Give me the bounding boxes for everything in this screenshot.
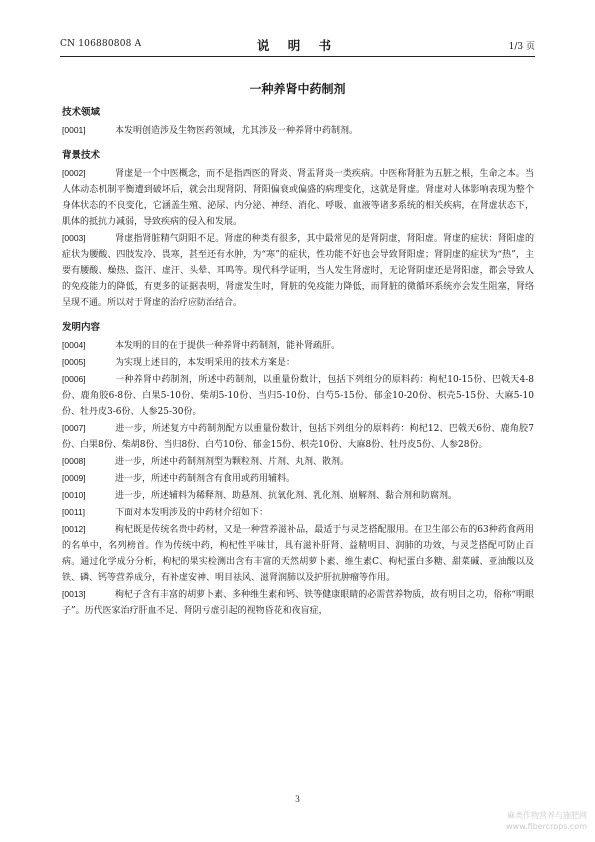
- paragraph-text: 枸杞子含有丰富的胡萝卜素、多种维生素和钙、铁等健康眼睛的必需营养物质，故有明目之功，俗称“明眼子”。历代医家治疗肝血不足、肾阴亏虚引起的视物昏花和夜盲症，: [62, 590, 534, 616]
- section-heading: 技术领域: [62, 107, 101, 118]
- paragraph: [62, 337, 534, 354]
- paragraph-number: [0012]: [62, 524, 86, 534]
- paragraph: [62, 420, 534, 453]
- paragraph-number: [0013]: [62, 589, 86, 599]
- paragraph-text: 本发明创造涉及生物医药领域，尤其涉及一种养肾中药制剂。: [115, 126, 359, 136]
- paragraph: [62, 230, 534, 311]
- paragraph: [62, 521, 534, 586]
- paragraph-number: [0011]: [62, 507, 86, 517]
- paragraph-text: 一种养肾中药制剂，所述中药制剂，以重量份数计，包括下列组分的原料药：枸杞10-15份、巴戟天4-8份、鹿角胶6-8份、白果5-10份、柴胡5-10份、当归5-10份、白芍5-15份、郁金10-20份、枳壳5-15份、大麻5-10份、牡丹皮3-6份、人参25-30份。: [62, 375, 534, 417]
- paragraph-text: 本发明的目的在于提供一种养肾中药制剂，能补肾疏肝。: [115, 341, 341, 351]
- paragraph: [62, 586, 534, 619]
- header-rule: [60, 56, 535, 57]
- paragraph-text: 肾虚是一个中医概念，而不是指西医的肾炎、肾盂肾炎一类疾病。中医称肾脏为五脏之根，生命之本。当人体动态机制平衡遭到破坏后，就会出现肾阴、肾阳偏衰或偏盛的病理变化，这就是肾虚。肾虚对人体影响表现为整个身体状态的不良变化，它涵盖生殖、泌尿、内分泌、神经、消化、呼吸、血液等诸多系统的相关疾病，在肾虚状态下，肌体的抵抗力减弱，导致疾病的侵入和发展。: [62, 169, 534, 227]
- watermark-line-2: www.fibercrops.com: [506, 822, 587, 831]
- paragraph-text: 进一步，所述辅料为稀释剂、助悬剂、抗氧化剂、乳化剂、崩解剂、黏合剂和防腐剂。: [115, 491, 458, 501]
- paragraph: [62, 470, 534, 487]
- page-indicator: 1/3 页: [508, 42, 535, 52]
- paragraph-number: [0004]: [62, 340, 86, 350]
- paragraph-number: [0006]: [62, 374, 86, 384]
- document-title: 一种养肾中药制剂: [249, 82, 346, 96]
- paragraph: [62, 504, 534, 521]
- patent-number: CN 106880808 A: [60, 39, 142, 49]
- paragraph: [62, 487, 534, 504]
- paragraph-number: [0005]: [62, 357, 86, 367]
- paragraph-text: 进一步，所述复方中药制剂配方以重量份数计，包括下列组分的原料药：枸杞12、巴戟天6份、鹿角胶7份、白果8份、柴胡8份、当归8份、白芍10份、郁金15份、枳壳10份、大麻8份、牡丹皮5份、人参28份。: [62, 424, 534, 450]
- paragraph-text: 为实现上述目的，本发明采用的技术方案是：: [115, 358, 296, 368]
- paragraph: [62, 453, 534, 470]
- paragraph: [62, 371, 534, 420]
- paragraph-text: 下面对本发明涉及的中药材介绍如下：: [115, 508, 269, 518]
- paragraph-number: [0001]: [62, 125, 86, 135]
- paragraph-number: [0002]: [62, 168, 86, 178]
- page-header: [60, 36, 535, 52]
- paragraph-number: [0009]: [62, 473, 86, 483]
- watermark: [506, 810, 587, 832]
- paragraph-number: [0007]: [62, 423, 86, 433]
- paragraph: [62, 354, 534, 371]
- paragraph-number: [0003]: [62, 233, 86, 243]
- paragraph: [62, 165, 534, 230]
- paragraph-number: [0008]: [62, 456, 86, 466]
- page-number: 3: [295, 794, 300, 804]
- paragraph-text: 进一步，所述中药制剂含有食用或药用辅料。: [115, 474, 296, 484]
- paragraph-number: [0010]: [62, 490, 86, 500]
- section-heading: 背景技术: [62, 150, 101, 161]
- section-heading: 发明内容: [62, 322, 101, 333]
- document-body: [62, 105, 534, 619]
- watermark-line-1: 麻类作物营养与施肥网: [507, 811, 587, 820]
- paragraph-text: 肾虚指肾脏精气阴阳不足。肾虚的种类有很多，其中最常见的是肾阴虚，肾阳虚。肾虚的症状：肾阳虚的症状为腰酸、四肢发冷、畏寒，甚至还有水肿，为“寒”的症状，性功能不好也会导致肾阳虚；肾阴虚的症状为“热”，主要有腰酸、燥热、盗汗、虚汗、头晕、耳鸣等。现代科学证明，当人发生肾虚时，无论肾阴虚还是肾阳虚，都会导致人的免疫能力的降低，有更多的证据表明，肾虚发生时，肾脏的免疫能力降低，而肾脏的微循环系统亦会发生阻塞，肾络呈现不通。所以对于肾虚的治疗应防治结合。: [62, 234, 534, 308]
- paragraph-text: 进一步，所述中药制剂剂型为颗粒剂、片剂、丸剂、散剂。: [115, 457, 350, 467]
- paragraph-text: 枸杞既是传统名贵中药材，又是一种营养滋补品，最适于与灵芝搭配服用。在卫生部公布的63种药食两用的名单中，名列榜首。作为传统中药，枸杞性平味甘，具有滋补肝肾、益精明目、润肺的功效，与灵芝搭配可防止百病。通过化学成分分析，枸杞的果实检测出含有丰富的天然胡萝卜素、维生素C、枸杞蛋白多糖、甜菜碱、亚油酸以及铁、磷、钙等营养成分，有补虚安神、明目祛风、滋肾润肺以及护肝抗肿瘤等作用。: [62, 525, 534, 583]
- document-type: 说 明 书: [256, 38, 339, 53]
- paragraph: [62, 122, 534, 139]
